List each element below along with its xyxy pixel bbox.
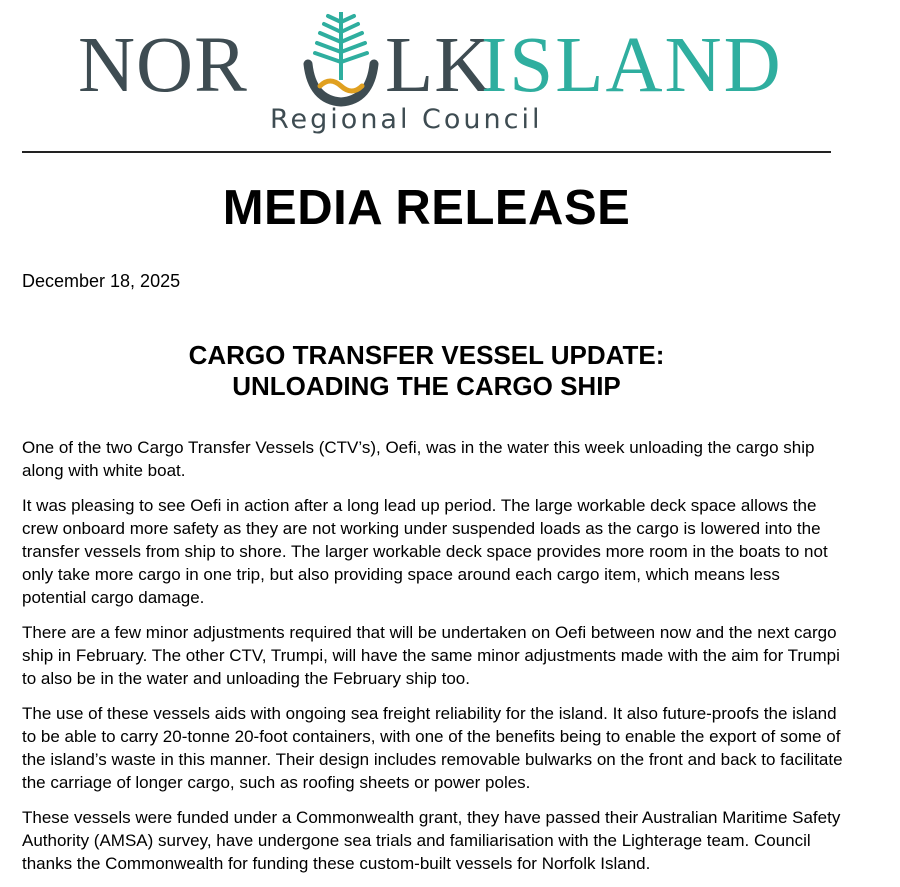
logo-subtitle: Regional Council <box>270 104 543 135</box>
header-divider <box>22 151 831 153</box>
release-title-line-1: CARGO TRANSFER VESSEL UPDATE: <box>188 340 665 370</box>
logo-word-nor: NOR <box>78 22 248 109</box>
body-paragraph: The use of these vessels aids with ongoing sea freight reliability for the island. It also future-proofs the island to be able to carry 20-tonne 20-foot containers, with one of the benefits being to enable the export of some of the island’s waste in this manner. Their design includes removable bulwarks on the front and back to facilitate the carriage of longer cargo, such as roofing sheets or power poles. <box>22 704 843 792</box>
media-release-heading: MEDIA RELEASE <box>222 181 631 235</box>
release-title-line-2: UNLOADING THE CARGO SHIP <box>232 371 621 401</box>
council-logo <box>78 4 783 140</box>
body-paragraph: There are a few minor adjustments required that will be undertaken on Oefi between now and the next cargo ship in February. The other CTV, Trumpi, will have the same minor adjustments made with the aim for Trumpi to also be in the water and unloading the February ship too. <box>22 623 840 688</box>
body-paragraph: It was pleasing to see Oefi in action after a long lead up period. The large workable deck space allows the crew onboard more safety as they are not working under suspended loads as the cargo is lowered into the transfer vessels from ship to shore. The larger workable deck space provides more room in the boats to not only take more cargo in one trip, but also providing space around each cargo item, which means less potential cargo damage. <box>22 496 828 607</box>
release-body <box>22 436 844 887</box>
body-paragraph: These vessels were funded under a Commonwealth grant, they have passed their Australian Maritime Safety Authority (AMSA) survey, have undergone sea trials and familiarisation with the Lighterage team. Council thanks the Commonwealth for funding these custom-built vessels for Norfolk Island. <box>22 808 841 873</box>
logo-word-lk: LK <box>385 22 493 109</box>
body-paragraph: One of the two Cargo Transfer Vessels (CTV’s), Oefi, was in the water this week unloading the cargo ship along with white boat. <box>22 438 815 480</box>
release-title <box>0 340 853 402</box>
release-date: December 18, 2025 <box>22 271 181 291</box>
logo-word-island: ISLAND <box>481 22 783 109</box>
pine-tree-logo-icon <box>298 8 384 108</box>
